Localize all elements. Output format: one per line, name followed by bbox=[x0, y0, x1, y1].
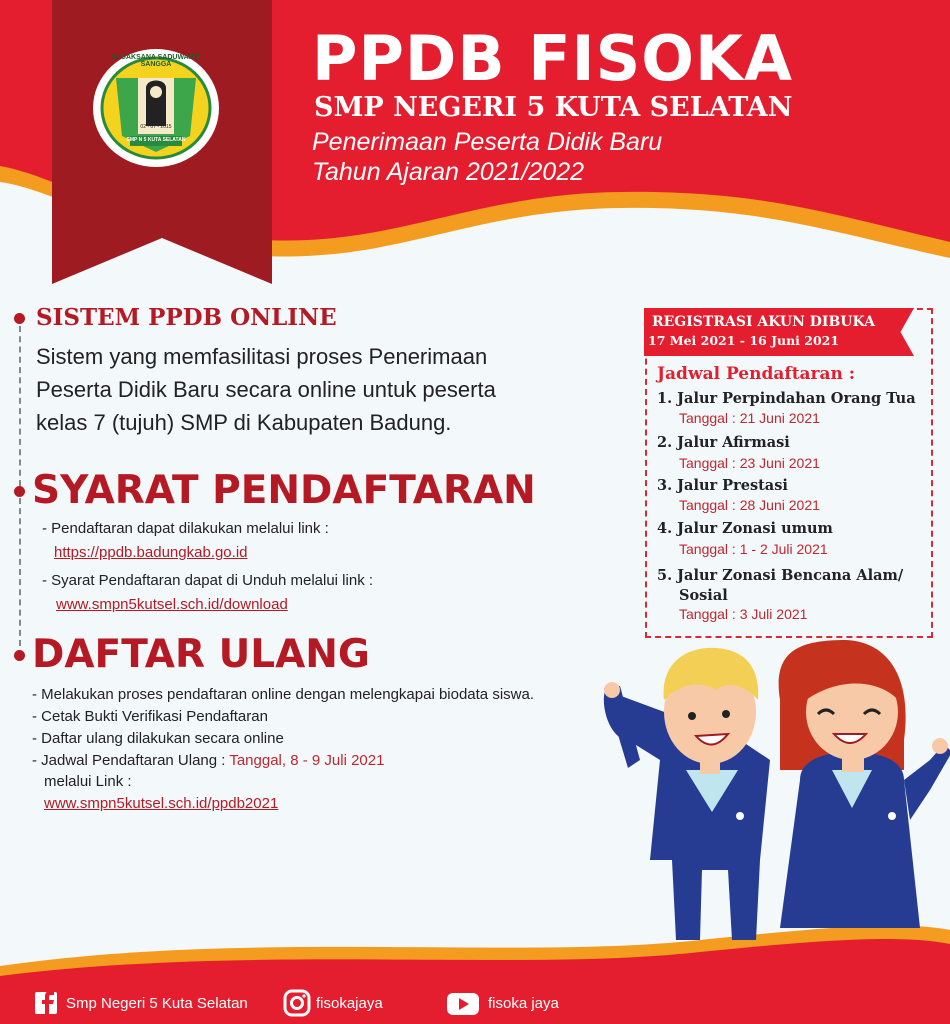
youtube-link[interactable]: fisoka jaya bbox=[488, 995, 559, 1012]
sistem-line: Sistem yang memfasilitasi proses Penerimaan bbox=[36, 344, 488, 369]
tagline-1: Penerimaan Peserta Didik Baru bbox=[312, 128, 663, 156]
facebook-link[interactable]: Smp Negeri 5 Kuta Selatan bbox=[66, 995, 248, 1012]
logo-banner-text: SMP N 5 KUTA SELATAN bbox=[126, 137, 186, 143]
jalur-item: 2. Jalur Afirmasi bbox=[657, 434, 790, 451]
daftar-ulang-line-3: - Daftar ulang dilakukan secara online bbox=[32, 730, 284, 747]
jalur-date: Tanggal : 3 Juli 2021 bbox=[679, 606, 808, 622]
page-title: PPDB FISOKA bbox=[312, 22, 793, 95]
section-divider bbox=[19, 498, 21, 646]
jalur-date: Tanggal : 28 Juni 2021 bbox=[679, 497, 820, 513]
girl-illustration bbox=[779, 640, 950, 928]
logo-ring-text: WIGAKSANA SADUWARTI SANGGA bbox=[111, 54, 200, 68]
daftar-ulang-line-4 bbox=[32, 752, 384, 769]
jadwal-title: Jadwal Pendaftaran : bbox=[657, 364, 856, 384]
logo-date-text: 02 - 07 - 2015 bbox=[140, 124, 172, 130]
instagram-link[interactable]: fisokajaya bbox=[316, 995, 383, 1012]
boy-illustration bbox=[604, 648, 770, 940]
ppdb-link[interactable]: https://ppdb.badungkab.go.id bbox=[54, 544, 248, 561]
youtube-icon bbox=[447, 993, 479, 1015]
jalur-date: Tanggal : 23 Juni 2021 bbox=[679, 455, 820, 471]
sistem-description bbox=[36, 340, 636, 439]
sistem-line: kelas 7 (tujuh) SMP di Kabupaten Badung. bbox=[36, 410, 452, 435]
syarat-line-1: - Pendaftaran dapat dilakukan melalui link : bbox=[42, 520, 329, 537]
jalur-item-continued: Sosial bbox=[679, 587, 728, 604]
section-bullet bbox=[14, 313, 25, 324]
jalur-item: 1. Jalur Perpindahan Orang Tua bbox=[657, 390, 916, 407]
jadwal-ulang-date: Tanggal, 8 - 9 Juli 2021 bbox=[229, 752, 385, 769]
syarat-heading: SYARAT PENDAFTARAN bbox=[32, 468, 536, 513]
jalur-item: 5. Jalur Zonasi Bencana Alam/ bbox=[657, 567, 904, 584]
download-link[interactable]: www.smpn5kutsel.sch.id/download bbox=[56, 596, 288, 613]
jadwal-ulang-label: - Jadwal Pendaftaran Ulang : bbox=[32, 752, 230, 769]
jalur-item: 3. Jalur Prestasi bbox=[657, 477, 788, 494]
ppdb2021-link[interactable]: www.smpn5kutsel.sch.id/ppdb2021 bbox=[44, 795, 279, 812]
tagline-2: Tahun Ajaran 2021/2022 bbox=[312, 158, 584, 186]
jalur-item: 4. Jalur Zonasi umum bbox=[657, 520, 833, 537]
daftar-ulang-heading: DAFTAR ULANG bbox=[32, 632, 370, 677]
syarat-line-2: - Syarat Pendaftaran dapat di Unduh melalui link : bbox=[42, 572, 374, 589]
daftar-ulang-line-2: - Cetak Bukti Verifikasi Pendaftaran bbox=[32, 708, 268, 725]
section-divider bbox=[19, 326, 21, 486]
sistem-heading: SISTEM PPDB ONLINE bbox=[36, 304, 337, 331]
facebook-icon bbox=[35, 991, 57, 1014]
jalur-date: Tanggal : 1 - 2 Juli 2021 bbox=[679, 541, 828, 557]
sistem-line: Peserta Didik Baru secara online untuk peserta bbox=[36, 377, 496, 402]
section-bullet bbox=[14, 650, 25, 661]
daftar-ulang-line-1: - Melakukan proses pendaftaran online dengan melengkapai biodata siswa. bbox=[32, 686, 534, 703]
school-name: SMP NEGERI 5 KUTA SELATAN bbox=[314, 92, 793, 123]
section-bullet bbox=[14, 486, 25, 497]
registration-period: 17 Mei 2021 - 16 Juni 2021 bbox=[648, 333, 840, 348]
daftar-ulang-line-5: melalui Link : bbox=[44, 773, 132, 790]
registration-title: REGISTRASI AKUN DIBUKA bbox=[652, 314, 875, 330]
jalur-date: Tanggal : 21 Juni 2021 bbox=[679, 410, 820, 426]
